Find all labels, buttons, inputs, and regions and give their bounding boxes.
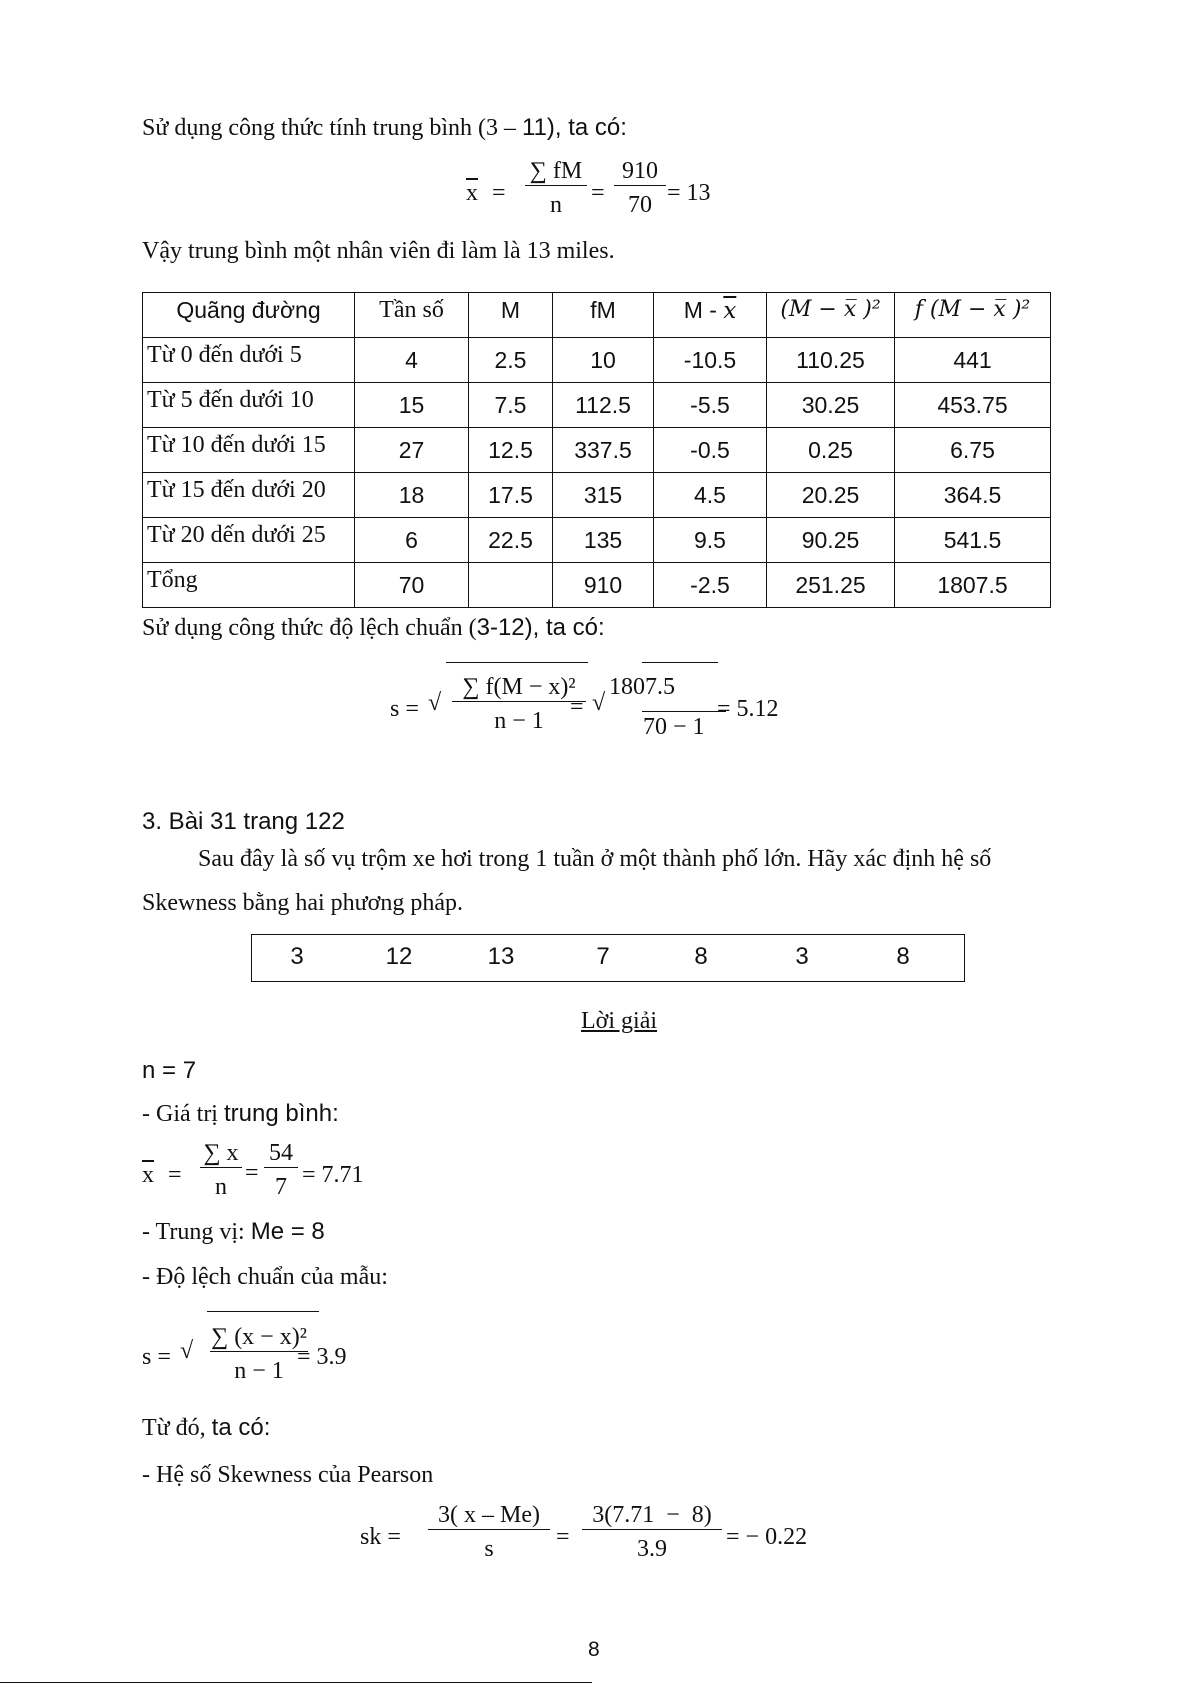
table-row-total (143, 563, 1051, 608)
intro-mean-sans: 11), ta có: (522, 114, 627, 141)
row-label: Từ 5 đến dưới 10 (143, 383, 355, 428)
sqrt-symbol: √ (428, 690, 442, 716)
row-label: Từ 15 đến dưới 20 (143, 473, 355, 518)
table-cell (469, 563, 553, 608)
table-cell: -2.5 (654, 563, 767, 608)
fraction-sum-f-over-n-minus-1 (452, 674, 586, 735)
solution-heading: Lời giải (581, 1008, 658, 1034)
table-cell: 17.5 (469, 473, 553, 518)
table-cell: 251.25 (767, 563, 895, 608)
page-number: 8 (588, 1638, 600, 1661)
equals-sign: = (556, 1524, 570, 1550)
table-cell: 453.75 (895, 383, 1051, 428)
numerator: ∑ fM (529, 158, 583, 184)
therefore-line (142, 1414, 270, 1442)
fraction-sum-fm-over-n (525, 158, 587, 219)
header-m-minus-xbar (654, 293, 767, 338)
row-label: Từ 0 đến dưới 5 (143, 338, 355, 383)
x-bar: $\overline{x}$ (142, 1162, 154, 1188)
sqrt-overline (642, 662, 718, 663)
table-cell: 30.25 (767, 383, 895, 428)
table-row (143, 383, 1051, 428)
numerator: 54 (269, 1140, 293, 1166)
table-cell: 27 (355, 428, 469, 473)
table-cell: -0.5 (654, 428, 767, 473)
table-cell: 15 (355, 383, 469, 428)
denominator: 7 (275, 1174, 287, 1200)
row-label: Từ 20 dến dưới 25 (143, 518, 355, 563)
data-values-box (251, 934, 965, 982)
median-line (142, 1218, 325, 1246)
fraction-bar (525, 185, 587, 186)
table-cell: 315 (553, 473, 654, 518)
row-label: Tổng (143, 563, 355, 608)
equals-sign: = (570, 694, 584, 720)
fraction-bar (642, 711, 726, 712)
table-cell: 135 (553, 518, 654, 563)
fraction-bar (452, 701, 586, 702)
denominator: n (215, 1174, 227, 1200)
footer-rule (0, 1682, 592, 1683)
numerator: 3(7.71 − 8) (592, 1502, 712, 1528)
denominator: s (484, 1536, 494, 1562)
table-row (143, 518, 1051, 563)
table-cell: 12.5 (469, 428, 553, 473)
table-cell: 0.25 (767, 428, 895, 473)
numerator: ∑ (x − x)² (211, 1324, 307, 1350)
fraction-bar (200, 1167, 242, 1168)
median-label: - Trung vị: (142, 1219, 251, 1245)
table-cell: 4.5 (654, 473, 767, 518)
header-fm: fM (553, 293, 654, 338)
data-value: 8 (896, 943, 910, 970)
intro-sd-sans: 3-12), ta có: (476, 614, 605, 641)
table-cell: 22.5 (469, 518, 553, 563)
fraction-910-over-70 (614, 158, 666, 219)
fraction-bar (210, 1351, 308, 1352)
equals-sign: = (168, 1162, 182, 1188)
pearson-label: - Hệ số Skewness của Pearson (142, 1462, 434, 1488)
header-m: M (469, 293, 553, 338)
problem-paragraph-line-1: Sau đây là số vụ trộm xe hơi trong 1 tuần ở một thành phố lớn. Hãy xác định hệ số (198, 846, 992, 872)
numerator: ∑ x (203, 1140, 239, 1166)
numerator: 910 (622, 158, 658, 184)
therefore-serif: Từ đó, (142, 1415, 212, 1441)
header-x-bar: $\overline{x}$ (723, 298, 737, 324)
table-cell: -5.5 (654, 383, 767, 428)
s-equals: s = (142, 1344, 171, 1370)
mean-label-serif: - Giá trị (142, 1101, 224, 1127)
table-header-row (143, 293, 1051, 338)
intro-sd-serif: Sử dụng công thức độ lệch chuẩn ( (142, 615, 477, 641)
table-cell: 18 (355, 473, 469, 518)
table-cell: 20.25 (767, 473, 895, 518)
problem-paragraph-line-2: Skewness bằng hai phương pháp. (142, 890, 463, 916)
table-cell: 112.5 (553, 383, 654, 428)
numerator: 3( x – Me) (438, 1502, 540, 1528)
table-cell: 110.25 (767, 338, 895, 383)
intro-sd-text (142, 614, 605, 642)
equals-sign: = (492, 180, 506, 206)
sqrt-symbol: √ (180, 1338, 194, 1364)
table-cell: 364.5 (895, 473, 1051, 518)
table-cell: 2.5 (469, 338, 553, 383)
equals-sign: = (245, 1160, 259, 1186)
fraction-3-times-diff-over-3-9 (582, 1502, 722, 1563)
table-cell: 337.5 (553, 428, 654, 473)
data-value: 3 (795, 943, 809, 970)
x-bar: $\overline{x}$ (466, 180, 478, 206)
result: = 5.12 (717, 696, 779, 722)
denominator: n − 1 (494, 708, 544, 734)
data-value: 12 (385, 943, 413, 970)
table-cell: 6.75 (895, 428, 1051, 473)
table-cell: 441 (895, 338, 1051, 383)
table-cell: 541.5 (895, 518, 1051, 563)
table-cell: 10 (553, 338, 654, 383)
fraction-sum-x-over-n-minus-1 (210, 1324, 308, 1385)
median-value: Me = 8 (250, 1218, 325, 1245)
header-distance: Quãng đường (143, 293, 355, 338)
fraction-sum-x-over-n (200, 1140, 242, 1201)
data-value: 13 (487, 943, 515, 970)
header-frequency: Tần số (355, 293, 469, 338)
intro-mean-serif: Sử dụng công thức tính trung bình (3 – (142, 115, 522, 141)
sqrt-overline (446, 662, 588, 663)
sd-label: - Độ lệch chuẩn của mẫu: (142, 1264, 388, 1290)
denominator: n − 1 (234, 1358, 284, 1384)
intro-mean-text (142, 114, 627, 142)
table-cell: 70 (355, 563, 469, 608)
table-cell: 9.5 (654, 518, 767, 563)
table-row (143, 428, 1051, 473)
mean-conclusion: Vậy trung bình một nhân viên đi làm là 13 miles. (142, 238, 615, 264)
sqrt-overline (207, 1311, 319, 1312)
header-squared-deviation: (M − x̅ )² (767, 293, 895, 338)
sqrt-symbol: √ (592, 690, 606, 716)
denominator: n (550, 192, 562, 218)
header-weighted-squared-deviation: f (M − x̅ )² (895, 293, 1051, 338)
data-value: 8 (694, 943, 708, 970)
therefore-sans: ta có: (211, 1414, 271, 1441)
table-cell: 7.5 (469, 383, 553, 428)
table-cell: 90.25 (767, 518, 895, 563)
data-value: 7 (596, 943, 610, 970)
section-title: 3. Bài 31 trang 122 (142, 808, 345, 835)
numerator-1807: 1807.5 (609, 674, 675, 700)
row-label: Từ 10 đến dưới 15 (143, 428, 355, 473)
table-cell: -10.5 (654, 338, 767, 383)
denominator: 70 (628, 192, 652, 218)
header-m-minus-label: M - (683, 297, 724, 323)
fraction-bar (264, 1167, 298, 1168)
distance-frequency-table (142, 292, 1051, 608)
mean-label-sans: trung bình: (223, 1100, 339, 1127)
fraction-bar (582, 1529, 722, 1530)
result: = 7.71 (302, 1162, 364, 1188)
result: = 13 (667, 180, 711, 206)
result: = − 0.22 (726, 1524, 808, 1550)
table-cell: 1807.5 (895, 563, 1051, 608)
sk-equals: sk = (360, 1524, 401, 1550)
table-cell: 6 (355, 518, 469, 563)
s-equals: s = (390, 696, 419, 722)
fraction-bar (428, 1529, 550, 1530)
n-value: n = 7 (142, 1057, 197, 1084)
denominator: 3.9 (637, 1536, 667, 1562)
mean-label (142, 1100, 339, 1128)
result: = 3.9 (297, 1344, 347, 1370)
table-cell: 910 (553, 563, 654, 608)
table-row (143, 338, 1051, 383)
fraction-bar (614, 185, 666, 186)
table-cell: 4 (355, 338, 469, 383)
denominator-70-minus-1: 70 − 1 (643, 714, 705, 740)
fraction-54-over-7 (264, 1140, 298, 1201)
numerator: ∑ f(M − x)² (462, 674, 576, 700)
fraction-3-xbar-minus-me-over-s (428, 1502, 550, 1563)
table-row (143, 473, 1051, 518)
data-value: 3 (290, 943, 304, 970)
equals-sign: = (591, 180, 605, 206)
